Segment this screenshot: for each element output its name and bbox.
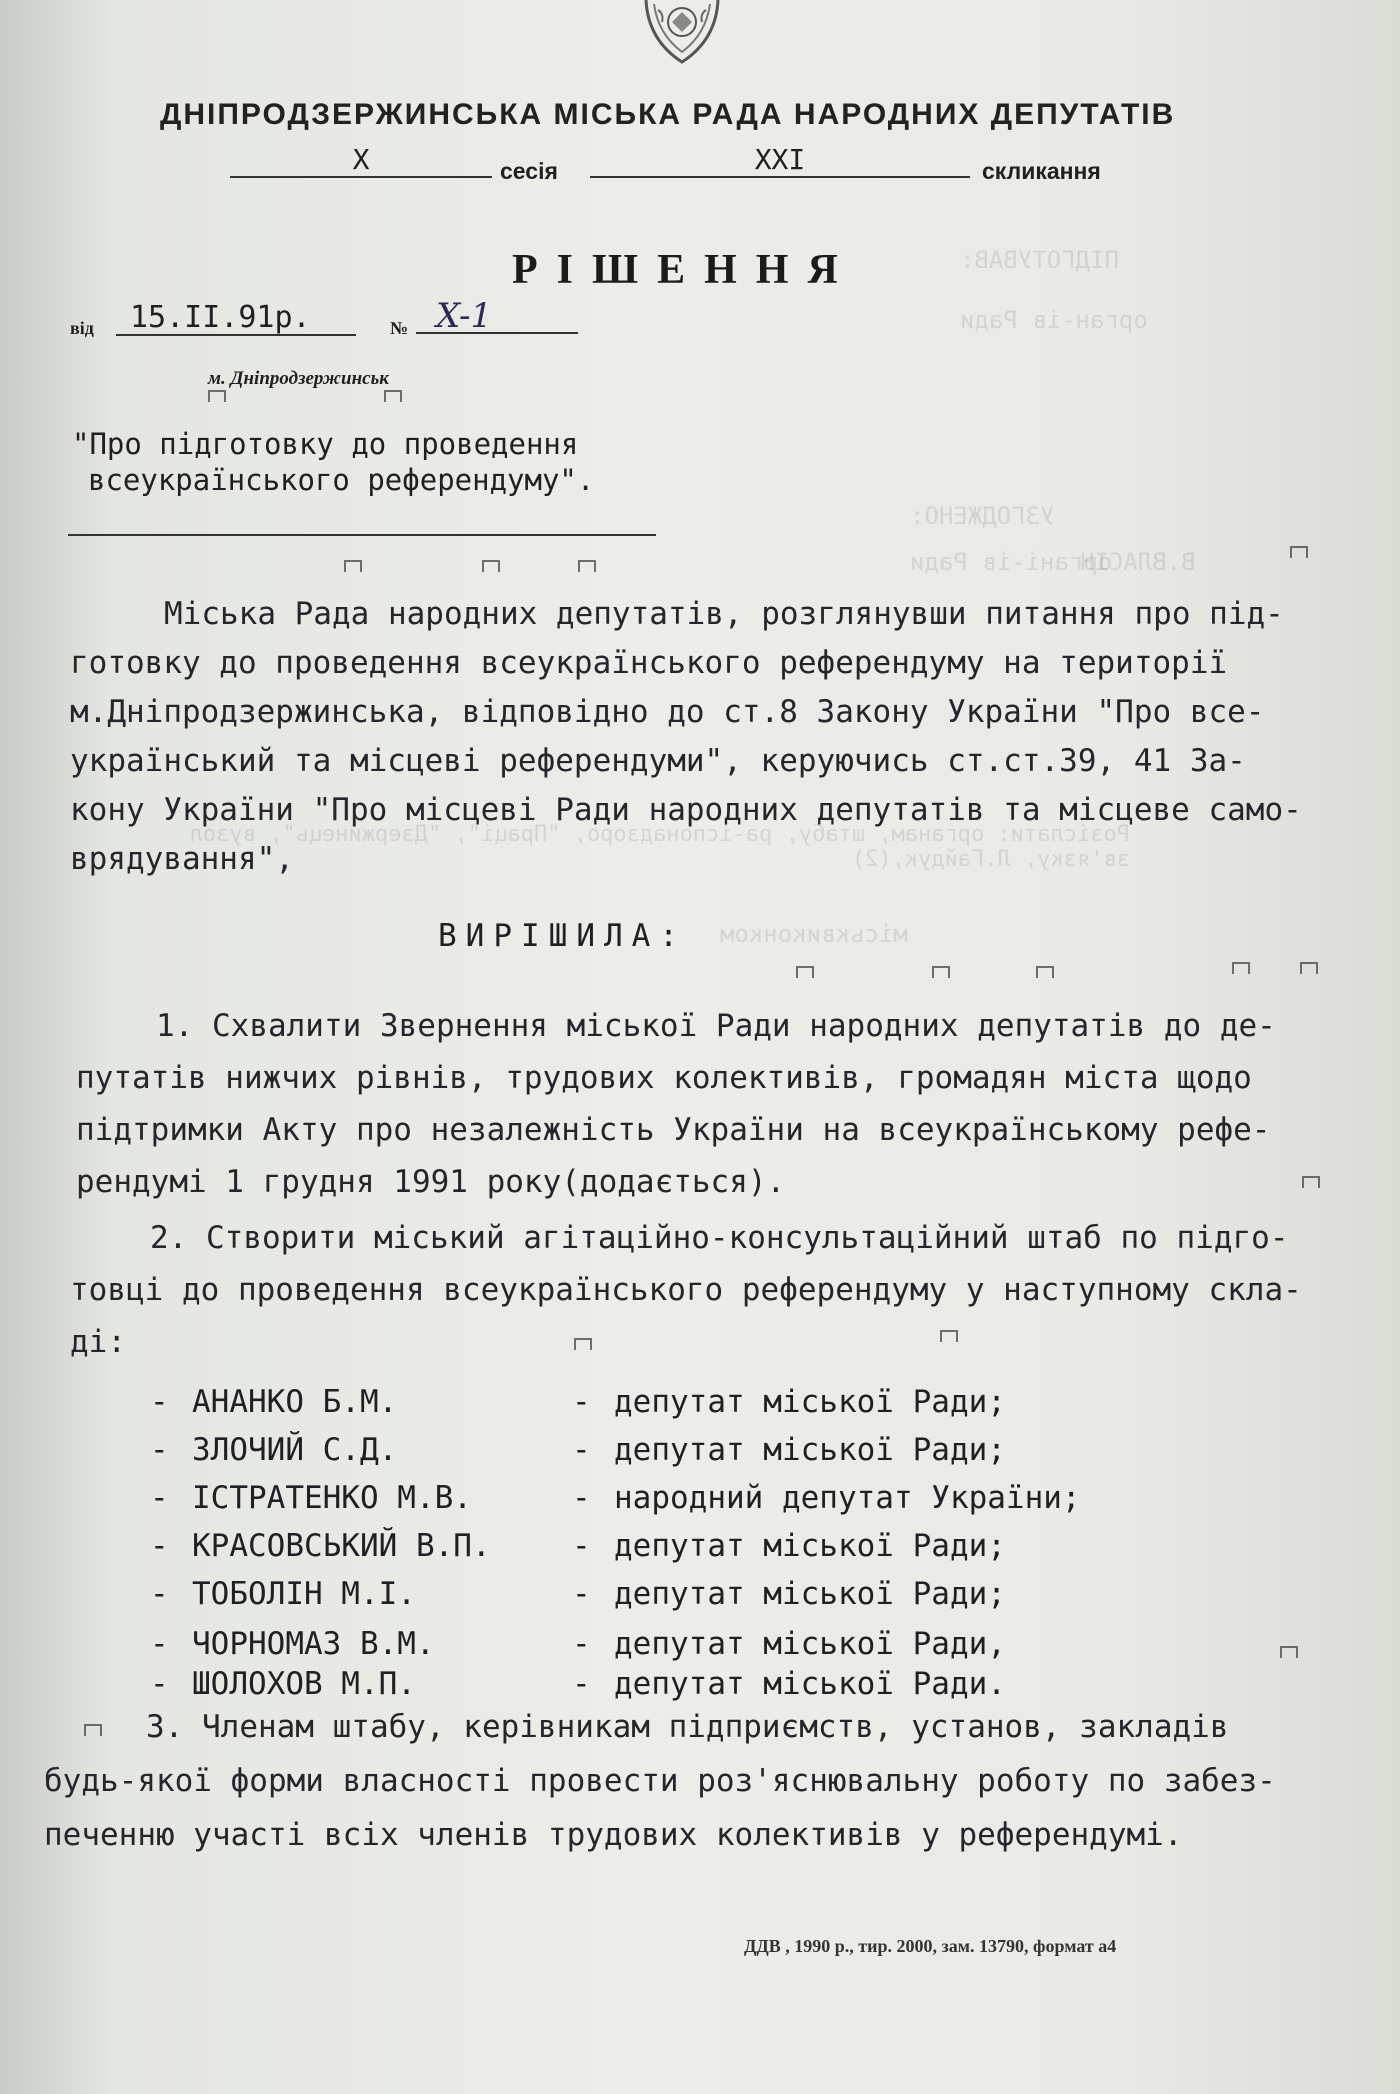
print-mark	[578, 560, 596, 572]
bleed-through-3: УЗГОДЖЕНО:	[910, 502, 1055, 530]
staff-member: - ЧОРНОМАЗ В.М. - депутат міської Ради,	[150, 1626, 1006, 1662]
bleed-through-4: органі-ів Ради	[910, 548, 1113, 576]
preamble-line: готовку до проведення всеукраїнського референдуму на території	[70, 645, 1228, 681]
item-2	[70, 1212, 1380, 1368]
staff-member: - ТОБОЛІН М.І. - депутат міської Ради;	[150, 1576, 1006, 1612]
decision-number: X-1	[436, 296, 493, 336]
preamble-line: врядування",	[70, 841, 294, 877]
subject-underline	[68, 534, 656, 536]
print-mark	[384, 390, 402, 402]
decision-subject	[72, 426, 594, 498]
resolved-label: ВИРІШИЛА:	[438, 918, 687, 954]
print-mark	[932, 966, 950, 978]
date-prefix: від	[70, 318, 94, 338]
item-2-line: товці до проведення всеукраїнського референдуму у наступному скла-	[70, 1272, 1302, 1308]
coat-of-arms-emblem	[636, 0, 728, 66]
number-prefix: №	[390, 318, 409, 338]
item-1	[76, 1000, 1376, 1208]
subject-line-1: "Про підготовку до проведення	[72, 427, 579, 461]
bleed-through-2: орган-ів Ради	[960, 306, 1148, 334]
staff-member: - КРАСОВСЬКИЙ В.П. - депутат міської Ради;	[150, 1528, 1006, 1564]
print-mark	[1232, 962, 1250, 974]
print-mark	[574, 1338, 592, 1350]
item-3-line: будь-якої форми власності провести роз'яснювальну роботу по забез-	[44, 1763, 1276, 1799]
print-mark	[344, 560, 362, 572]
item-3-line: 3. Членам штабу, керівникам підприємств, установ, закладів	[146, 1709, 1229, 1745]
print-mark	[482, 560, 500, 572]
print-mark	[940, 1330, 958, 1342]
decision-date-field	[116, 302, 356, 336]
item-3-line: печенню участі всіх членів трудових колективів у референдумі.	[44, 1817, 1183, 1853]
printing-footer: ДДВ , 1990 р., тир. 2000, зам. 13790, формат а4	[744, 1936, 1117, 1956]
city-label: м. Дніпродзержинськ	[208, 368, 389, 389]
bleed-through-5: В.ВЛАСІН	[1080, 548, 1196, 576]
preamble-line: Міська Рада народних депутатів, розглянувши питання про під-	[164, 596, 1284, 632]
council-title: ДНІПРОДЗЕРЖИНСЬКА МІСЬКА РАДА НАРОДНИХ ДЕПУТАТІВ	[160, 98, 1176, 131]
print-mark	[1290, 546, 1308, 558]
print-mark	[1036, 966, 1054, 978]
preamble	[70, 590, 1370, 884]
item-1-line: підтримки Акту про незалежність України на всеукраїнському рефе-	[76, 1112, 1271, 1148]
staff-member: - ІСТРАТЕНКО М.В. - народний депутат України;	[150, 1480, 1081, 1516]
print-mark	[208, 390, 226, 402]
item-1-line: рендумі 1 грудня 1991 року(додається).	[76, 1164, 786, 1200]
bleed-through-1: ПІДГОТУВАВ:	[960, 246, 1119, 274]
item-1-line: 1. Схвалити Звернення міської Ради народних депутатів до де-	[156, 1008, 1276, 1044]
decision-title: РІШЕННЯ	[512, 247, 857, 293]
item-2-line: 2. Створити міський агітаційно-консультаційний штаб по підго-	[150, 1220, 1289, 1256]
print-mark	[796, 966, 814, 978]
preamble-line: кону України "Про місцеві Ради народних депутатів та місцеве само-	[70, 792, 1302, 828]
staff-member: - ШОЛОХОВ М.П. - депутат міської Ради.	[150, 1666, 1006, 1702]
convocation-number-field: XXI	[590, 144, 970, 178]
bleed-through-6: Розіслати: органам, штабу, ра-іспонадзорo, "Праці", "Дзержинець", вузол зв'язку, Л.Гайдук,(2)	[189, 822, 1130, 872]
item-2-line: ді:	[70, 1324, 126, 1360]
subject-line-2: всеукраїнського референдуму".	[88, 463, 595, 497]
preamble-line: м.Дніпродзержинська, відповідно до ст.8 Закону України "Про все-	[70, 694, 1265, 730]
print-mark	[1302, 1176, 1320, 1188]
staff-member: - ЗЛОЧИЙ С.Д. - депутат міської Ради;	[150, 1432, 1006, 1468]
decision-date: 15.II.91р.	[130, 300, 311, 335]
print-mark	[1280, 1646, 1298, 1658]
session-number-field: X	[230, 144, 492, 178]
preamble-line: український та місцеві референдуми", керуючись ст.ст.39, 41 За-	[70, 743, 1246, 779]
convocation-label: скликання	[982, 158, 1101, 184]
print-mark	[84, 1724, 102, 1736]
bleed-through-7: міськвиконком	[720, 920, 908, 948]
decision-number-field	[416, 296, 578, 336]
item-1-line: путатів нижчих рівнів, трудових колективів, громадян міста щодо	[76, 1060, 1252, 1096]
staff-member: - АНАНКО Б.М. - депутат міської Ради;	[150, 1384, 1006, 1420]
item-3	[44, 1700, 1384, 1862]
print-mark	[1300, 962, 1318, 974]
session-label: сесія	[500, 158, 558, 184]
